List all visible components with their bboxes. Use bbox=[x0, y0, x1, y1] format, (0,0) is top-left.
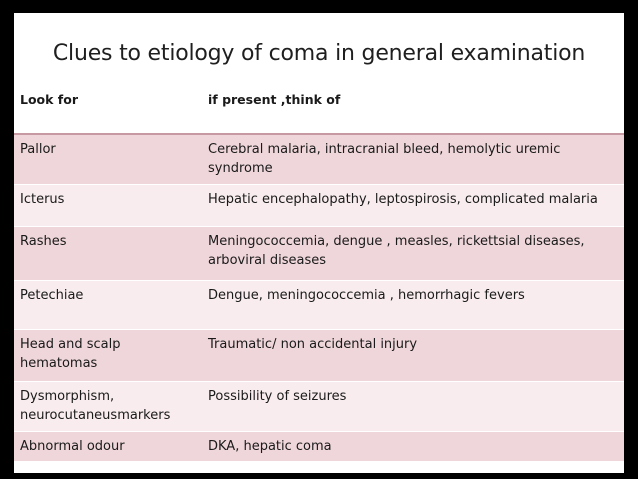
table-header-row bbox=[14, 86, 624, 134]
cell-look-for: Petechiae bbox=[14, 280, 202, 329]
table-row bbox=[14, 280, 624, 329]
cell-think-of: Traumatic/ non accidental injury bbox=[202, 329, 624, 381]
column-header-look-for: Look for bbox=[14, 86, 202, 134]
table-row bbox=[14, 329, 624, 381]
table-row bbox=[14, 226, 624, 280]
table-row bbox=[14, 431, 624, 461]
cell-look-for: Dysmorphism, neurocutaneusmarkers bbox=[14, 381, 202, 431]
slide-title: Clues to etiology of coma in general examination bbox=[52, 41, 586, 66]
cell-think-of: Meningococcemia, dengue , measles, rickettsial diseases, arboviral diseases bbox=[202, 226, 624, 280]
etiology-table bbox=[14, 86, 624, 461]
column-header-think-of: if present ,think of bbox=[202, 86, 624, 134]
cell-think-of: Possibility of seizures bbox=[202, 381, 624, 431]
table-row bbox=[14, 134, 624, 184]
table-row bbox=[14, 184, 624, 226]
cell-look-for: Icterus bbox=[14, 184, 202, 226]
cell-look-for: Abnormal odour bbox=[14, 431, 202, 461]
cell-look-for: Pallor bbox=[14, 134, 202, 184]
cell-think-of: Cerebral malaria, intracranial bleed, hemolytic uremic syndrome bbox=[202, 134, 624, 184]
cell-look-for: Rashes bbox=[14, 226, 202, 280]
cell-think-of: Hepatic encephalopathy, leptospirosis, complicated malaria bbox=[202, 184, 624, 226]
cell-look-for: Head and scalp hematomas bbox=[14, 329, 202, 381]
cell-think-of: Dengue, meningococcemia , hemorrhagic fevers bbox=[202, 280, 624, 329]
table-row bbox=[14, 381, 624, 431]
slide bbox=[14, 13, 624, 473]
cell-think-of: DKA, hepatic coma bbox=[202, 431, 624, 461]
